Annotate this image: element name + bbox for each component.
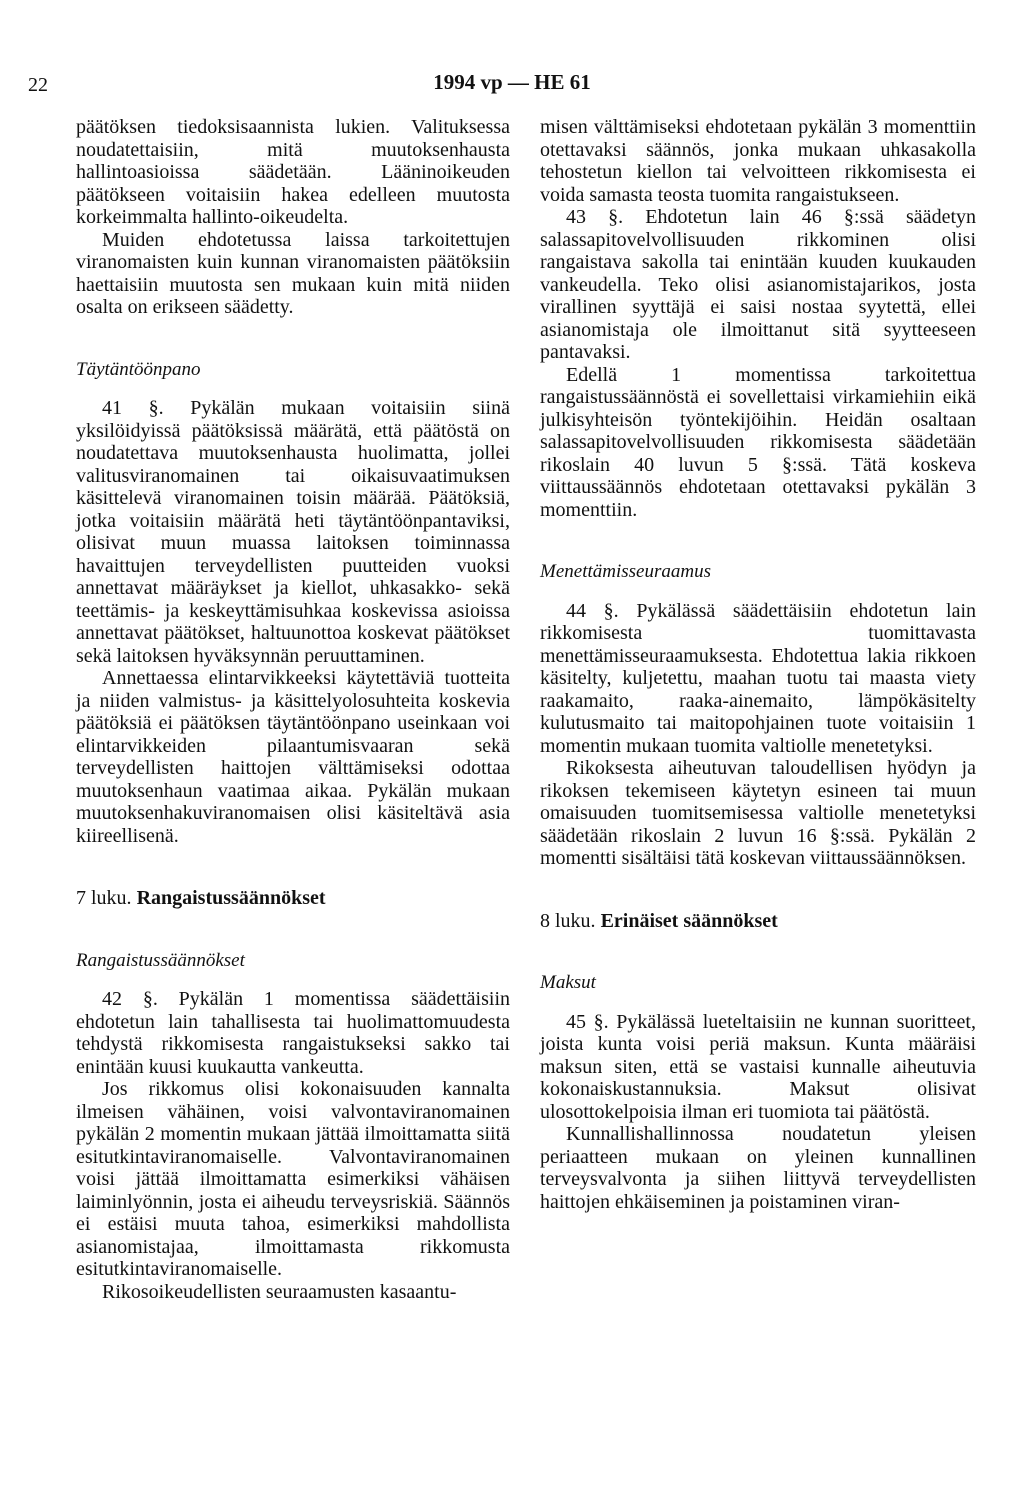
paragraph: Rikoksesta aiheutuvan taloudellisen hyödyn ja rikoksen tekemiseen käytetyn esineen tai muun omaisuuden tuomitsemisessa valtiolle menetetyksi säädetään rikoslain 2 luvun 16 §:ssä. Pykälän 2 momentti sisältäisi tätä koskevan viittaussäännöksen. <box>540 757 976 869</box>
chapter-heading <box>540 910 976 933</box>
paragraph: 45 §. Pykälässä lueteltaisiin ne kunnan suoritteet, joista kunta voisi periä maksun. Kunta määräisi maksun siten, että se vastaisi kunnalle aiheutuvia kokonaiskustannuksia. Maksut olisivat ulosottokelpoisia ilman eri tuomiota tai päätöstä. <box>540 1010 976 1123</box>
paragraph: Rikosoikeudellisten seuraamusten kasaantu- <box>102 1280 457 1303</box>
paragraph: Edellä 1 momentissa tarkoitettua rangaistussäännöstä ei sovellettaisi virkamiehiin eikä julkisyhteisön työntekijöihin. Heidän osaltaan salassapitovelvollisuuden rikkomisesta säädetään rikoslain 40 luvun 5 §:ssä. Tätä koskeva viittaussäännös ehdotetaan otettavaksi pykälän 3 momenttiin. <box>540 363 976 521</box>
paragraph: 42 §. Pykälän 1 momentissa säädettäisiin ehdotetun lain tahallisesta tai huolimattomuudesta tehdystä rikkomisesta rangaistukseksi sakko tai enintään kuusi kuukautta vankeutta. <box>76 988 510 1078</box>
chapter-number: 8 luku. <box>540 909 596 932</box>
paragraph: Jos rikkomus olisi kokonaisuuden kannalta ilmeisen vähäinen, voisi valvontaviranomainen pykälän 2 momentin mukaan jättää ilmoittamatta siitä esitutkintaviranomaiselle. Valvontaviranomainen voisi jättää ilmoittamatta esimerkiksi vähäisen laiminlyönnin, josta ei aiheudu terveysriskiä. Säännös ei estäisi muuta tahoa, esimerkiksi mahdollista asianomistajaa, ilmoittamasta rikkomusta esitutkintaviranomaiselle. <box>76 1078 510 1280</box>
paragraph: misen välttämiseksi ehdotetaan pykälän 3 momenttiin otettavaksi säännös, jonka mukaan uhkasakolla tehostetun kiellon tai velvoitteen rikkomisesta ei voida samasta teosta tuomita rangaistukseen. <box>540 116 976 206</box>
chapter-heading <box>76 887 510 910</box>
section-heading: Täytäntöönpano <box>76 358 201 380</box>
chapter-number: 7 luku. <box>76 887 132 909</box>
section-heading: Rangaistussäännökset <box>76 949 245 971</box>
paragraph: Kunnallishallinnossa noudatetun yleisen periaatteen mukaan on yleinen kunnallinen terveysvalvonta ja siihen liittyvä terveydellisten haittojen ehkäiseminen ja poistaminen viran- <box>540 1123 976 1213</box>
paragraph: päätöksen tiedoksisaannista lukien. Valituksessa noudatettaisiin, mitä muutoksenhausta hallintoasioissa säädetään. Lääninoikeuden päätökseen voitaisiin hakea edelleen muutosta korkeimmalta hallinto-oikeudelta. <box>76 116 510 228</box>
page-number: 22 <box>28 74 48 96</box>
paragraph: 43 §. Ehdotetun lain 46 §:ssä säädetyn salassapitovelvollisuuden rikkominen olisi rangaistava sakolla tai enintään kuuden kuukauden vankeudella. Teko olisi asianomistajarikos, josta virallinen syyttäjä ei saisi nostaa syytettä, ellei asianomistaja ole ilmoittanut sitä syytteeseen pantavaksi. <box>540 206 976 363</box>
left-column <box>76 116 510 1303</box>
chapter-title: Erinäiset säännökset <box>600 909 778 932</box>
paragraph: 41 §. Pykälän mukaan voitaisiin siinä yksilöidyissä päätöksissä määrätä, että päätöstä on noudatettava muutoksenhausta huolimatta, jollei valitusviranomainen tai oikaisuvaatimuksen käsittelevä viranomainen toisin määrää. Päätöksiä, jotka voitaisiin määrätä heti täytäntöönpantaviksi, olisivat muun muassa laitoksen toiminnassa havaittujen terveydellisten puutteiden vuoksi annettavat määräykset ja kiellot, uhkasakko- sekä teettämis- ja keskeyttämisuhkaa koskevissa asioissa annettavat päätökset, haltuunottoa koskevat päätökset sekä laitoksen hyväksynnän peruuttaminen. <box>76 397 510 667</box>
section-heading: Menettämisseuraamus <box>540 561 711 582</box>
paragraph: Muiden ehdotetussa laissa tarkoitettujen viranomaisten kuin kunnan viranomaisten päätöksiin haettaisiin muutosta sen mukaan kuin mitä niiden osalta on erikseen säädetty. <box>76 228 510 318</box>
paragraph: Annettaessa elintarvikkeeksi käytettäviä tuotteita ja niiden valmistus- ja käsittelyolosuhteita koskevia päätöksiä ei päätöksen täytäntöönpano useinkaan voi elintarvikkeiden pilaantumisvaaran sekä terveydellisten haittojen välttämiseksi odottaa muutoksenhaun vaatimaa aikaa. Pykälän mukaan muutoksenhakuviranomaisen olisi käsiteltävä asia kiireellisenä. <box>76 667 510 847</box>
section-heading: Maksut <box>540 972 596 993</box>
chapter-title: Rangaistussäännökset <box>136 887 326 909</box>
paragraph: 44 §. Pykälässä säädettäisiin ehdotetun lain rikkomisesta tuomittavasta menettämisseuraamuksesta. Ehdotettua lakia rikkoen käsitelty, kuljetettu, maahan tuotu tai maasta viety raakamaito, raaka-ainemaito, lämpökäsitelty kulutusmaito tai maitopohjainen tuote voitaisiin 1 momentin mukaan tuomita valtiolle menetetyksi. <box>540 599 976 757</box>
right-column <box>540 116 976 1213</box>
running-head: 1994 vp — HE 61 <box>433 70 591 94</box>
